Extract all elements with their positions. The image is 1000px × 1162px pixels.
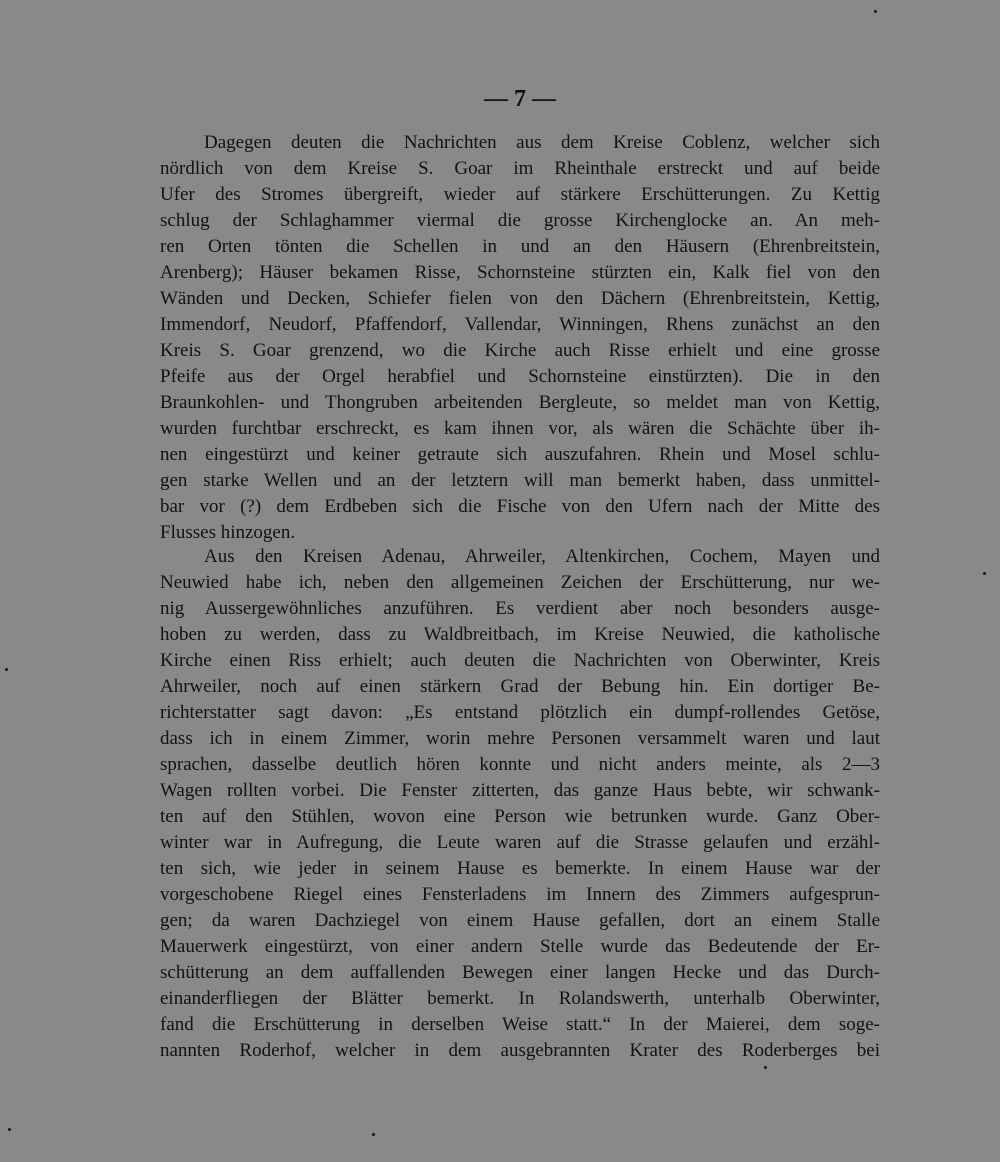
page-number: — 7 — (484, 86, 556, 112)
text-line: Wagen rollten vorbei. Die Fenster zitterten, das ganze Haus bebte, wir schwank- (160, 780, 880, 801)
scan-speck (764, 1066, 767, 1069)
text-line: ten sich, wie jeder in seinem Hause es bemerkte. In einem Hause war der (160, 858, 880, 879)
text-line: schlug der Schlaghammer viermal die grosse Kirchenglocke an. An meh- (160, 210, 880, 231)
text-line: nen eingestürzt und keiner getraute sich auszufahren. Rhein und Mosel schlu- (160, 444, 880, 465)
text-line: nig Aussergewöhnliches anzuführen. Es verdient aber noch besonders ausge- (160, 598, 880, 619)
text-line: einanderfliegen der Blätter bemerkt. In Rolandswerth, unterhalb Oberwinter, (160, 988, 880, 1009)
text-line: bar vor (?) dem Erdbeben sich die Fische von den Ufern nach der Mitte des (160, 496, 880, 517)
paragraph-2 (160, 544, 880, 1064)
text-line: winter war in Aufregung, die Leute waren auf die Strasse gelaufen und erzähl- (160, 832, 880, 853)
text-line: Arenberg); Häuser bekamen Risse, Schornsteine stürzten ein, Kalk fiel von den (160, 262, 880, 283)
text-line: Braunkohlen- und Thongruben arbeitenden Bergleute, so meldet man von Kettig, (160, 392, 880, 413)
text-line: Ahrweiler, noch auf einen stärkern Grad der Bebung hin. Ein dortiger Be- (160, 676, 880, 697)
text-line: fand die Erschütterung in derselben Weise statt.“ In der Maierei, dem soge- (160, 1014, 880, 1035)
text-line: Kreis S. Goar grenzend, wo die Kirche auch Risse erhielt und eine grosse (160, 340, 880, 361)
text-line: Neuwied habe ich, neben den allgemeinen Zeichen der Erschütterung, nur we- (160, 572, 880, 593)
text-line: Ufer des Stromes übergreift, wieder auf stärkere Erschütterungen. Zu Kettig (160, 184, 880, 205)
text-line: Dagegen deuten die Nachrichten aus dem Kreise Coblenz, welcher sich (204, 132, 880, 153)
scan-speck (5, 668, 8, 671)
scan-speck (372, 1133, 375, 1136)
paragraph-1 (160, 130, 880, 546)
text-line: gen; da waren Dachziegel von einem Hause gefallen, dort an einem Stalle (160, 910, 880, 931)
text-line: nördlich von dem Kreise S. Goar im Rheinthale erstreckt und auf beide (160, 158, 880, 179)
text-line: Immendorf, Neudorf, Pfaffendorf, Vallendar, Winningen, Rhens zunächst an den (160, 314, 880, 335)
text-line: richterstatter sagt davon: „Es entstand plötzlich ein dumpf-rollendes Getöse, (160, 702, 880, 723)
text-line: Kirche einen Riss erhielt; auch deuten die Nachrichten von Oberwinter, Kreis (160, 650, 880, 671)
text-line: sprachen, dasselbe deutlich hören konnte und nicht anders meinte, als 2—3 (160, 754, 880, 775)
text-line: Flusses hinzogen. (160, 522, 296, 543)
text-line: schütterung an dem auffallenden Bewegen einer langen Hecke und das Durch- (160, 962, 880, 983)
text-line: gen starke Wellen und an der letztern will man bemerkt haben, dass unmittel- (160, 470, 880, 491)
text-line: ten auf den Stühlen, wovon eine Person wie betrunken wurde. Ganz Ober- (160, 806, 880, 827)
text-line: Wänden und Decken, Schiefer fielen von den Dächern (Ehrenbreitstein, Kettig, (160, 288, 880, 309)
scan-speck (874, 10, 877, 13)
text-line: Pfeife aus der Orgel herabfiel und Schornsteine einstürzten). Die in den (160, 366, 880, 387)
text-line: Mauerwerk eingestürzt, von einer andern Stelle wurde das Bedeutende der Er- (160, 936, 880, 957)
text-line: wurden furchtbar erschreckt, es kam ihnen vor, als wären die Schächte über ih- (160, 418, 880, 439)
text-line: Aus den Kreisen Adenau, Ahrweiler, Altenkirchen, Cochem, Mayen und (204, 546, 880, 567)
scan-speck (983, 572, 986, 575)
text-line: dass ich in einem Zimmer, worin mehre Personen versammelt waren und laut (160, 728, 880, 749)
text-line: nannten Roderhof, welcher in dem ausgebrannten Krater des Roderberges bei (160, 1040, 880, 1061)
text-line: vorgeschobene Riegel eines Fensterladens im Innern des Zimmers aufgesprun- (160, 884, 880, 905)
text-line: hoben zu werden, dass zu Waldbreitbach, im Kreise Neuwied, die katholische (160, 624, 880, 645)
text-line: ren Orten tönten die Schellen in und an den Häusern (Ehrenbreitstein, (160, 236, 880, 257)
scan-speck (8, 1128, 11, 1131)
